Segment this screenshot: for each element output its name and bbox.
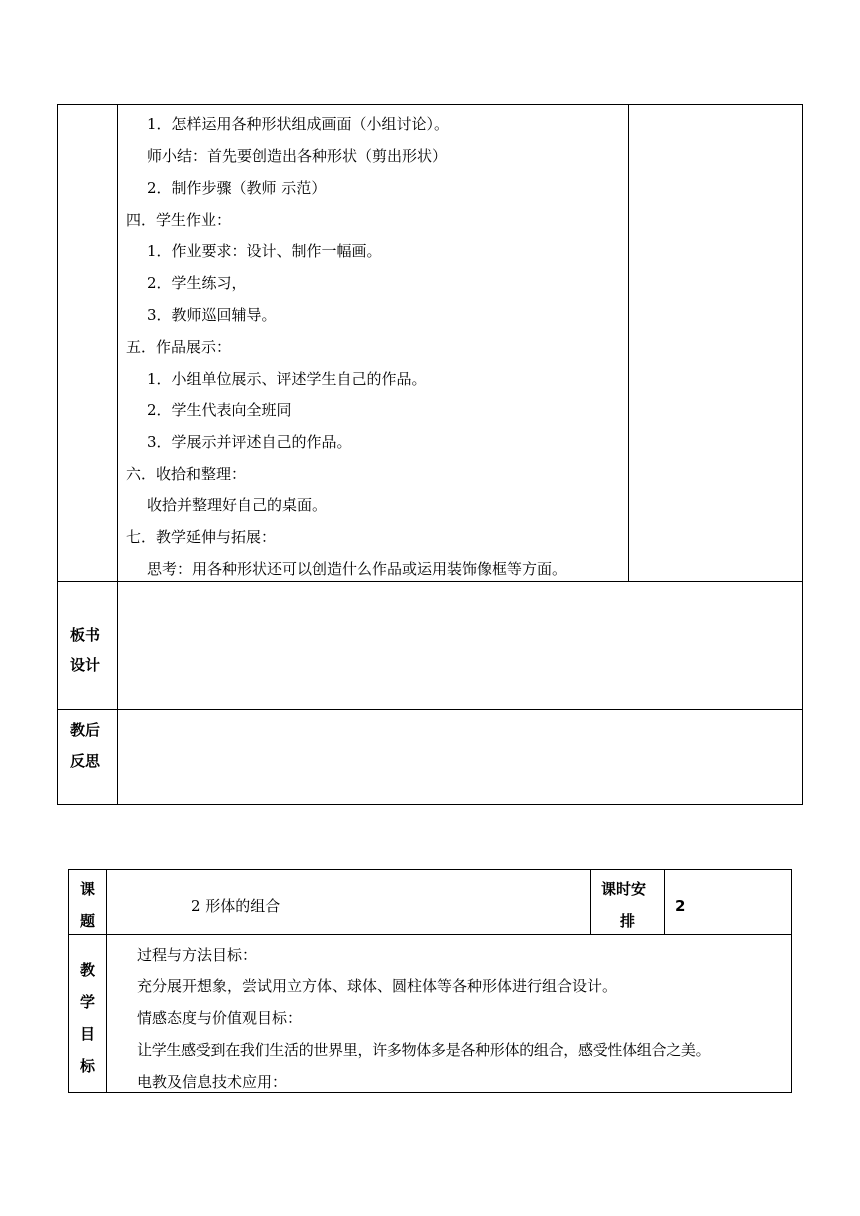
- reflection-label: 反思: [70, 752, 101, 770]
- table-border: [106, 869, 107, 1093]
- goal-line: 电教及信息技术应用：: [137, 1073, 288, 1091]
- table-border: [68, 1092, 792, 1093]
- board-design-label: 板书: [70, 626, 101, 644]
- goal-line: 过程与方法目标：: [137, 946, 258, 964]
- table-border: [628, 104, 629, 582]
- table-border: [57, 104, 58, 805]
- section-heading: 七．教学延伸与拓展：: [126, 528, 277, 546]
- table-border: [68, 869, 792, 870]
- step-line: 1．作业要求：设计、制作一幅画。: [147, 242, 382, 260]
- table-border: [117, 104, 118, 805]
- goal-label: 标: [80, 1057, 96, 1075]
- step-line: 3．教师巡回辅导。: [147, 306, 277, 324]
- table-border: [590, 869, 591, 935]
- table-border: [68, 869, 69, 1093]
- topic-label: 课: [80, 880, 96, 898]
- section-heading: 四．学生作业：: [126, 211, 232, 229]
- goal-label: 学: [80, 993, 96, 1011]
- step-line: 收拾并整理好自己的桌面。: [147, 496, 328, 514]
- step-line: 思考：用各种形状还可以创造什么作品或运用装饰像框等方面。: [147, 560, 568, 578]
- table-border: [664, 869, 665, 935]
- table-border: [57, 709, 803, 710]
- hours-value: 2: [675, 897, 686, 915]
- table-border: [802, 104, 803, 805]
- step-line: 1．小组单位展示、评述学生自己的作品。: [147, 370, 427, 388]
- table-border: [68, 934, 792, 935]
- step-line: 1．怎样运用各种形状组成画面（小组讨论）。: [147, 115, 450, 133]
- board-design-label: 设计: [70, 656, 101, 674]
- step-line: 2．学生练习，: [147, 274, 247, 292]
- goal-label: 目: [80, 1025, 96, 1043]
- table-border: [57, 104, 803, 105]
- topic-label: 题: [80, 912, 96, 930]
- table-border: [57, 804, 803, 805]
- step-line: 师小结：首先要创造出各种形状（剪出形状）: [147, 147, 448, 165]
- goal-line: 充分展开想象，尝试用立方体、球体、圆柱体等各种形体进行组合设计。: [137, 977, 618, 995]
- hours-label: 课时安: [601, 880, 647, 898]
- goal-line: 让学生感受到在我们生活的世界里，许多物体多是各种形体的组合，感受性体组合之美。: [137, 1041, 711, 1059]
- topic-value: 2 形体的组合: [191, 897, 281, 915]
- section-heading: 六．收拾和整理：: [126, 465, 247, 483]
- section-heading: 五．作品展示：: [126, 338, 232, 356]
- step-line: 2．制作步骤（教师 示范）: [147, 179, 327, 197]
- goal-line: 情感态度与价值观目标：: [137, 1009, 303, 1027]
- step-line: 2．学生代表向全班同: [147, 401, 292, 419]
- table-border: [57, 581, 803, 582]
- reflection-label: 教后: [70, 721, 101, 739]
- table-border: [791, 869, 792, 1093]
- hours-label: 排: [620, 912, 636, 930]
- step-line: 3．学展示并评述自己的作品。: [147, 433, 352, 451]
- goal-label: 教: [80, 961, 96, 979]
